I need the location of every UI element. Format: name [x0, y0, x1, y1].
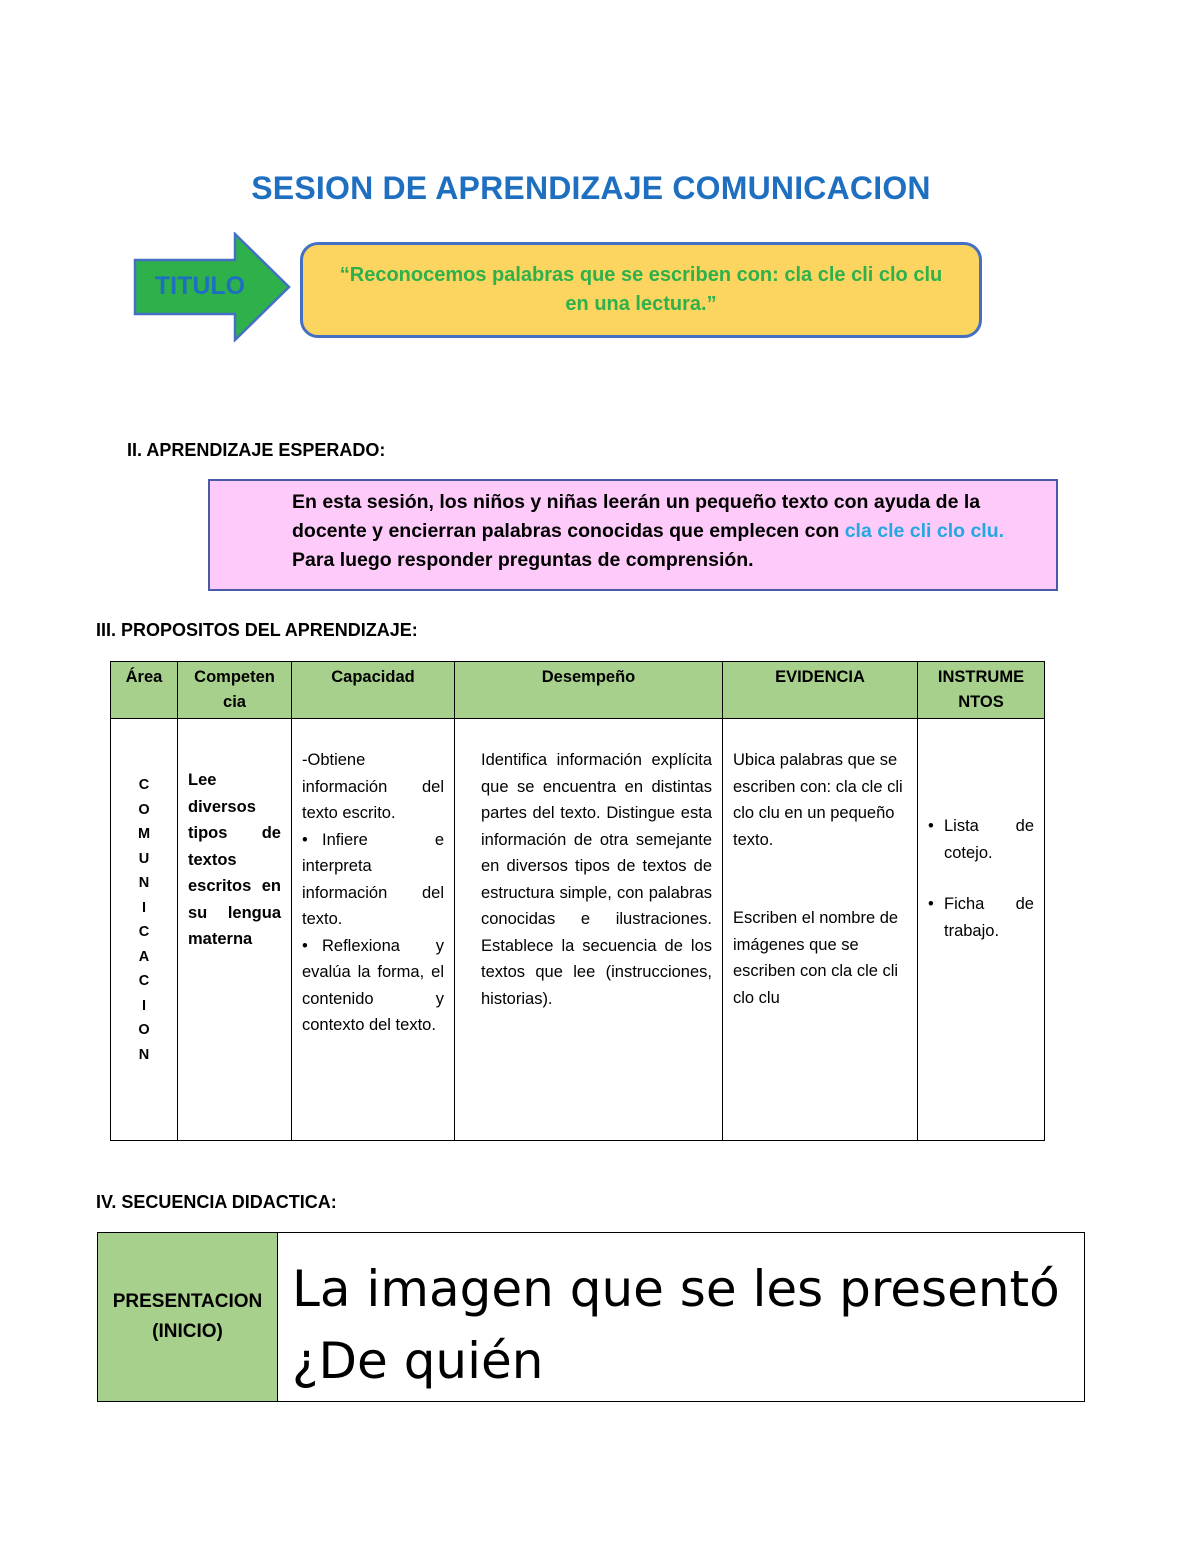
bullet-icon: • — [302, 936, 308, 955]
secuencia-content: La imagen que se les presentó ¿De quién — [278, 1233, 1085, 1402]
section-heading-secuencia: IV. SECUENCIA DIDACTICA: — [96, 1192, 337, 1212]
instrumentos-list — [928, 813, 1034, 945]
header-area: Área — [111, 662, 178, 719]
section-heading-propositos: III. PROPOSITOS DEL APRENDIZAJE: — [96, 620, 418, 640]
area-letter: M — [137, 826, 151, 842]
bullet-icon: • — [302, 830, 308, 849]
bullet-icon: • — [928, 895, 934, 913]
capacidad-item-2 — [302, 827, 444, 933]
header-desempeno: Desempeño — [455, 662, 723, 719]
titulo-text: “Reconocemos palabras que se escriben con: cla cle cli clo clu en una lectura.” — [339, 264, 943, 315]
list-item — [928, 813, 1034, 867]
area-vertical-text — [121, 773, 167, 1067]
table-header-row — [111, 662, 1045, 719]
bullet-icon: • — [928, 817, 934, 835]
competencia-text: Lee diversos tipos de textos escritos en su lengua materna — [188, 771, 281, 948]
secuencia-table — [97, 1232, 1085, 1402]
area-letter: I — [141, 899, 147, 916]
evidencia-cell — [723, 719, 918, 1141]
desempeno-cell — [455, 719, 723, 1141]
area-letter: C — [138, 973, 150, 989]
evidencia-p2: Escriben el nombre de imágenes que se escriben con cla cle cli clo clu — [733, 909, 899, 1007]
area-letter: C — [138, 924, 150, 940]
area-letter: I — [141, 997, 147, 1014]
area-letter: N — [138, 1046, 150, 1063]
competencia-cell — [178, 719, 292, 1141]
aprendizaje-text-before: En esta sesión, los niños y niñas leerán un pequeño texto con ayuda de la docente y encierran palabras conocidas que emplecen con — [292, 491, 981, 542]
table-row — [111, 719, 1045, 1141]
area-letter: O — [138, 1022, 150, 1038]
area-letter: C — [138, 777, 150, 793]
capacidad-cell — [292, 719, 455, 1141]
instrumentos-cell — [918, 719, 1045, 1141]
list-item — [928, 891, 1034, 945]
propositos-table — [110, 661, 1045, 1141]
desempeno-text: Identifica información explícita que se encuentra en distintas partes del texto. Distingue esta información de otra semejante en diversos tipos de textos de estructura simple, con palabras conocidas e ilustraciones. Establece la secuencia de los textos que lee (instrucciones, historias). — [481, 751, 712, 1008]
aprendizaje-text-after: Para luego responder preguntas de comprensión. — [292, 549, 754, 571]
capacidad-item-2-text: Infiere e interpreta información del texto. — [302, 830, 444, 928]
section-heading-aprendizaje: II. APRENDIZAJE ESPERADO: — [127, 440, 386, 460]
area-cell — [111, 719, 178, 1141]
header-instrumentos: INSTRUME NTOS — [918, 662, 1045, 719]
titulo-box — [300, 242, 982, 338]
aprendizaje-box — [208, 479, 1058, 591]
instrumento-text: Ficha de trabajo. — [944, 895, 1034, 940]
header-competencia: Competen cia — [178, 662, 292, 719]
area-letter: O — [138, 801, 150, 818]
header-evidencia: EVIDENCIA — [723, 662, 918, 719]
area-letter: N — [138, 875, 150, 891]
instrumento-text: Lista de cotejo. — [944, 817, 1034, 862]
capacidad-item-3-text: Reflexiona y evalúa la forma, el contenido y contexto del texto. — [302, 936, 444, 1034]
titulo-label: TITULO — [154, 272, 246, 300]
area-letter: A — [138, 948, 150, 965]
aprendizaje-highlight: cla cle cli clo clu. — [844, 520, 1005, 542]
capacidad-item-3 — [302, 933, 444, 1039]
header-capacidad: Capacidad — [292, 662, 455, 719]
document-title: SESION DE APRENDIZAJE COMUNICACION — [251, 170, 931, 206]
area-letter: U — [138, 850, 150, 867]
evidencia-p1: Ubica palabras que se escriben con: cla cle cli clo clu en un pequeño texto. — [733, 751, 903, 849]
table-row — [98, 1233, 1085, 1402]
secuencia-label: PRESENTACION (INICIO) — [98, 1233, 278, 1402]
capacidad-item-1: -Obtiene información del texto escrito. — [302, 751, 444, 822]
